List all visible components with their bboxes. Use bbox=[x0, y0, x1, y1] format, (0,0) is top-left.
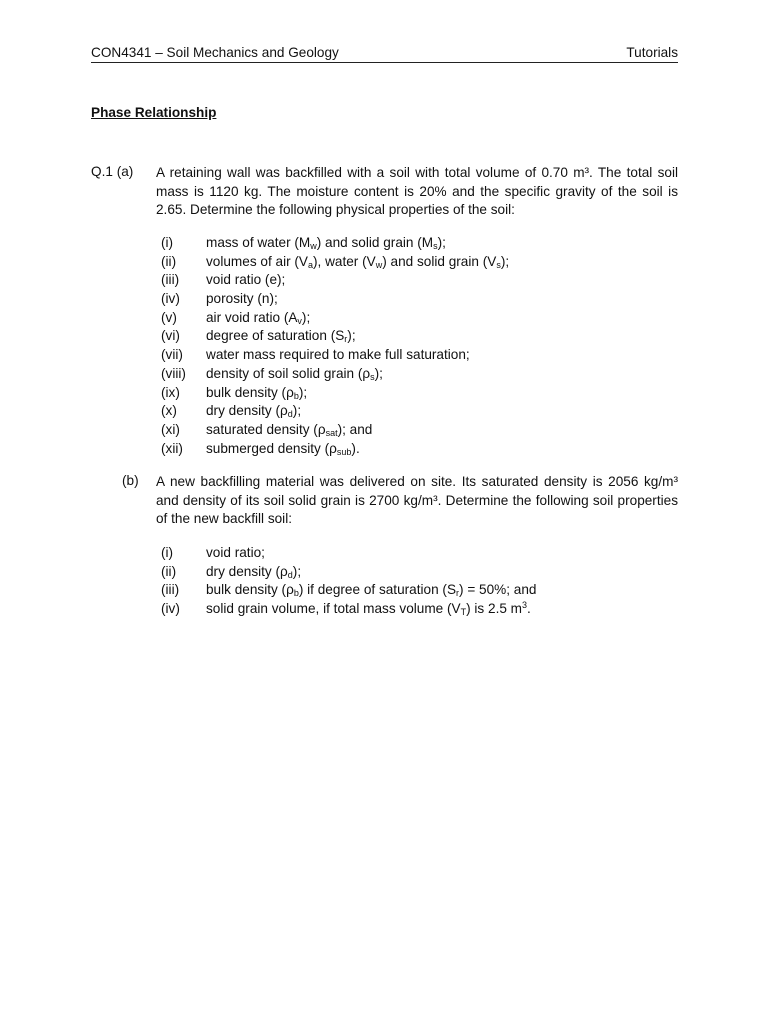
item-text: bulk density $(\rho_b)$ if degree of saturation $(S_r) = 50\%$; and bbox=[206, 582, 537, 599]
section-label: Tutorials bbox=[626, 45, 678, 60]
item-number: (xi) bbox=[161, 421, 180, 437]
item-number: (v) bbox=[161, 309, 177, 325]
item-text: bulk density $(\rho_b)$; bbox=[206, 384, 308, 401]
part-b-text: A new backfilling material was delivered on site. Its saturated density is 2056 kg/m³ and density of its soil solid grain is 2700 kg/m³. Determine the following soil properties of the new backfill soil: bbox=[156, 474, 678, 526]
item-number: (i) bbox=[161, 545, 174, 560]
part-a-label: (a) bbox=[116, 164, 134, 179]
item-number: (ii) bbox=[161, 563, 177, 579]
item-number: (viii) bbox=[161, 365, 186, 381]
item-text: dry density $(\rho_d)$; bbox=[206, 403, 302, 420]
page-header bbox=[91, 45, 678, 63]
item-number: (ii) bbox=[161, 253, 177, 269]
item-number: (iv) bbox=[161, 291, 180, 307]
course-title: CON4341 – Soil Mechanics and Geology bbox=[91, 45, 339, 60]
item-number: (vii) bbox=[161, 347, 183, 363]
item-number: (ix) bbox=[161, 384, 180, 400]
item-text: water mass required to make full saturation; bbox=[206, 347, 470, 363]
item-text: mass of water $(M_w)$ and solid grain $(M_s)$; bbox=[206, 235, 446, 251]
item-text: saturated density $(\rho_{sat})$; and bbox=[206, 421, 373, 438]
item-text: porosity (n); bbox=[206, 291, 278, 307]
item-text: degree of saturation $(S_r)$; bbox=[206, 328, 356, 345]
item-text: density of soil solid grain $(\rho_s)$; bbox=[206, 365, 383, 382]
item-number: (x) bbox=[161, 403, 177, 419]
item-text: volumes of air $(V_a)$, water $(V_w)$ and solid grain $(V_s)$; bbox=[206, 253, 510, 270]
question-label bbox=[91, 164, 133, 179]
item-number: (iii) bbox=[161, 272, 180, 288]
item-number: (i) bbox=[161, 235, 174, 250]
item-number: (iii) bbox=[161, 582, 180, 598]
item-text: dry density $(\rho_d)$; bbox=[206, 563, 302, 580]
item-text: void ratio (e); bbox=[206, 272, 286, 288]
item-number: (vi) bbox=[161, 328, 180, 344]
question-number: Q.1 bbox=[91, 164, 113, 179]
part-a-text: A retaining wall was backfilled with a soil with total volume of 0.70 m³. The total soil mass is 1120 kg. The moisture content is 20% and the specific gravity of the soil is 2.65. Determine the following physical properties of the soil: bbox=[156, 165, 678, 217]
item-text: void ratio; bbox=[206, 545, 265, 560]
item-text: air void ratio $(A_v)$; bbox=[206, 309, 311, 326]
item-text: submerged density $(\rho_{sub})$. bbox=[206, 440, 360, 457]
item-number: (iv) bbox=[161, 601, 180, 617]
part-b-label: (b) bbox=[122, 473, 139, 488]
item-text: solid grain volume, if total mass volume $(V_T)$ is 2.5 $m^3$. bbox=[206, 600, 531, 618]
section-title: Phase Relationship bbox=[91, 105, 217, 120]
item-number: (xii) bbox=[161, 440, 183, 456]
